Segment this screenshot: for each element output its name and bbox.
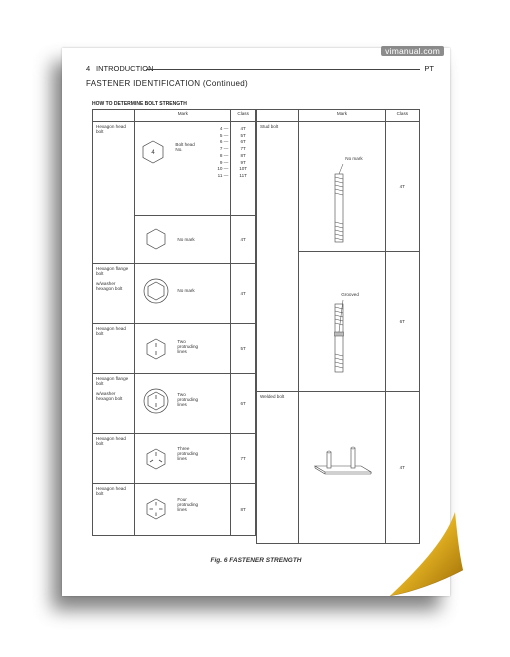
bolt-type: Hexagon head bolt — [93, 434, 135, 484]
list-item: 6T — [240, 139, 246, 145]
bolt-type: Hexagon flange bolt w/washer hexagon bolt — [93, 374, 135, 434]
class-value: 4T — [385, 392, 419, 544]
table-row — [257, 122, 420, 252]
class-value: 8T — [231, 484, 256, 536]
mark-label: Grooved — [341, 292, 359, 297]
mark-cell — [135, 324, 231, 374]
bolt-type: Hexagon head bolt — [93, 484, 135, 536]
mark-label: No mark — [177, 288, 195, 293]
col-header-type — [93, 110, 135, 122]
table-row — [93, 122, 256, 216]
bolt-type: Welded bolt — [257, 392, 299, 544]
list-item: 10 — — [217, 166, 229, 172]
col-header-mark: Mark — [135, 110, 231, 122]
list-item: 4 — — [219, 126, 229, 131]
mark-cell — [135, 434, 231, 484]
hex-four-lines-icon — [145, 498, 167, 520]
flange-two-lines-icon — [143, 388, 169, 414]
mark-cell — [299, 122, 385, 252]
class-value: 6T — [231, 374, 256, 434]
table-row — [93, 324, 256, 374]
bolt-type: Hexagon head bolt — [93, 122, 135, 264]
list-item: 6 — — [219, 139, 229, 145]
section-title: HOW TO DETERMINE BOLT STRENGTH — [92, 101, 187, 107]
list-item: 9 — — [219, 159, 229, 165]
class-value: 5T — [231, 324, 256, 374]
list-item: 5 — — [219, 132, 229, 138]
table-row — [93, 374, 256, 434]
list-item: 7 — — [219, 146, 229, 152]
mark-cell — [135, 374, 231, 434]
class-value: 4T — [231, 264, 256, 324]
page-subtitle: FASTENER IDENTIFICATION (Continued) — [86, 79, 248, 88]
grooved-stud-icon — [329, 298, 349, 374]
class-value: 4T — [231, 216, 256, 264]
section-name: INTRODUCTION — [96, 64, 154, 73]
mark-label: Three protruding lines — [177, 446, 199, 461]
list-item: 9T — [240, 159, 246, 165]
mark-label: No mark — [177, 237, 195, 242]
watermark: vimanual.com — [381, 46, 444, 56]
list-item: 11T — [239, 172, 247, 178]
mark-label: Two protruding lines — [177, 339, 199, 354]
bolt-strength-table-right — [256, 109, 420, 544]
col-header-type — [257, 110, 299, 122]
hex-head-plain-icon — [145, 228, 167, 250]
list-item: 5T — [240, 132, 246, 138]
col-header-class: Class — [385, 110, 419, 122]
class-value: 4T — [385, 122, 419, 252]
list-item: 7T — [240, 146, 246, 152]
page-number: 4 — [86, 64, 91, 73]
mark-label: Two protruding lines — [177, 392, 199, 407]
head-number: 4 — [151, 150, 156, 156]
bolt-type: Hexagon flange bolt w/washer hexagon bolt — [93, 264, 135, 324]
mark-cell — [135, 122, 231, 216]
header-code: PT — [424, 64, 434, 73]
figure-caption: Fig. 6 FASTENER STRENGTH — [210, 557, 302, 564]
hex-head-number-icon — [141, 140, 165, 164]
header-rule — [146, 69, 420, 70]
mark-cell — [299, 252, 385, 392]
table-row — [93, 434, 256, 484]
mark-label: Bolt head No. — [175, 142, 195, 152]
hex-two-lines-icon — [145, 338, 167, 360]
head-number-list — [217, 126, 228, 180]
mark-cell — [135, 264, 231, 324]
list-item: 10T — [239, 166, 248, 172]
mark-cell — [299, 392, 385, 544]
welded-bolt-icon — [311, 444, 375, 478]
bolt-type: Stud bolt — [257, 122, 299, 392]
class-list — [231, 122, 256, 216]
col-header-mark: Mark — [299, 110, 385, 122]
hex-three-lines-icon — [145, 448, 167, 470]
flange-head-icon — [143, 278, 169, 304]
list-item: 8T — [240, 152, 246, 158]
col-header-class: Class — [231, 110, 256, 122]
mark-label: No mark — [345, 156, 363, 161]
class-value: 7T — [231, 434, 256, 484]
bolt-strength-table-left — [92, 109, 256, 536]
mark-cell — [135, 216, 231, 264]
list-item: 4T — [240, 126, 246, 131]
table-row — [93, 264, 256, 324]
page-curl-icon — [385, 512, 465, 604]
stud-bolt-icon — [329, 162, 349, 244]
list-item: 8 — — [219, 152, 229, 158]
table-row — [93, 484, 256, 536]
mark-label: Four protruding lines — [177, 497, 199, 512]
mark-cell — [135, 484, 231, 536]
bolt-type: Hexagon head bolt — [93, 324, 135, 374]
list-item: 11 — — [217, 172, 229, 178]
class-value: 6T — [385, 252, 419, 392]
